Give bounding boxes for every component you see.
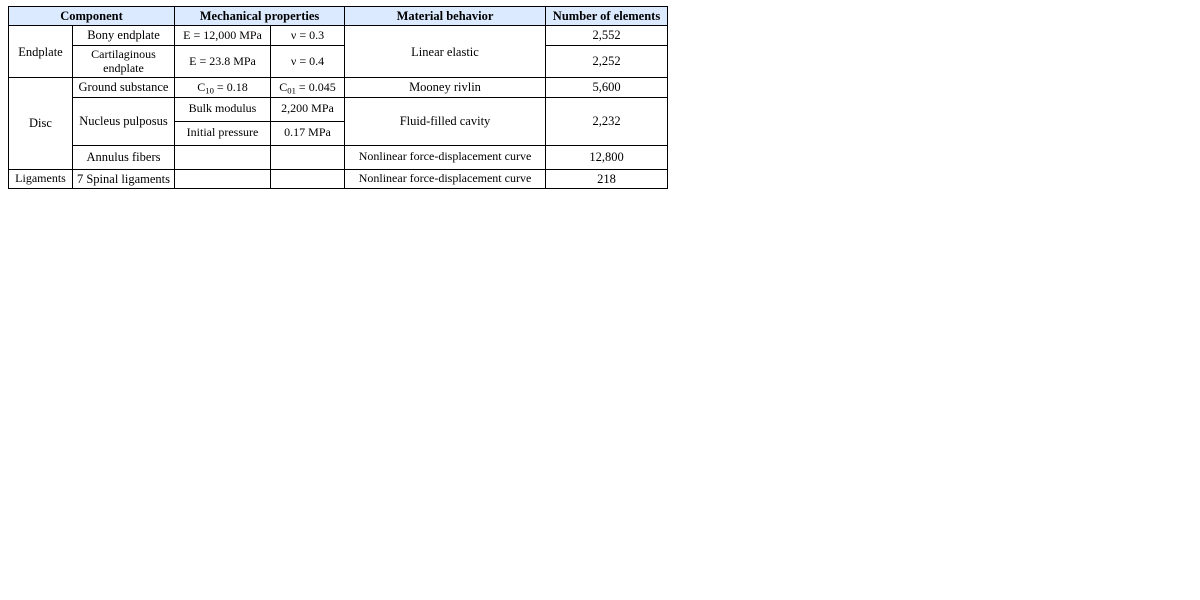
bony-endplate-modulus: E = 12,000 MPa bbox=[175, 26, 271, 45]
table-row bbox=[9, 45, 668, 78]
group-disc: Disc bbox=[9, 78, 73, 169]
behavior-linear-elastic: Linear elastic bbox=[345, 26, 546, 78]
group-endplate: Endplate bbox=[9, 26, 73, 78]
component-cartilaginous-endplate: Cartilaginous endplate bbox=[73, 45, 175, 78]
header-number-of-elements: Number of elements bbox=[546, 7, 668, 26]
table-row bbox=[9, 78, 668, 97]
table-container bbox=[8, 6, 668, 189]
header-mechanical-properties: Mechanical properties bbox=[175, 7, 345, 26]
nucleus-bulk-modulus-label: Bulk modulus bbox=[175, 97, 271, 121]
header-material-behavior: Material behavior bbox=[345, 7, 546, 26]
nucleus-bulk-modulus-value: 2,200 MPa bbox=[271, 97, 345, 121]
ground-substance-c01 bbox=[271, 78, 345, 97]
bony-endplate-poisson: ν = 0.3 bbox=[271, 26, 345, 45]
elements-cartilaginous-endplate: 2,252 bbox=[546, 45, 668, 78]
annulus-fibers-prop-a bbox=[175, 145, 271, 169]
nucleus-initial-pressure-label: Initial pressure bbox=[175, 121, 271, 145]
elements-bony-endplate: 2,552 bbox=[546, 26, 668, 45]
cartilaginous-endplate-modulus: E = 23.8 MPa bbox=[175, 45, 271, 78]
table-header-row bbox=[9, 7, 668, 26]
c10-subscript: 10 bbox=[205, 85, 214, 96]
table-row bbox=[9, 97, 668, 121]
behavior-fluid-filled-cavity: Fluid-filled cavity bbox=[345, 97, 546, 145]
table-header bbox=[9, 7, 668, 26]
ground-substance-c10 bbox=[175, 78, 271, 97]
elements-ligaments: 218 bbox=[546, 169, 668, 188]
header-component: Component bbox=[9, 7, 175, 26]
elements-annulus-fibers: 12,800 bbox=[546, 145, 668, 169]
component-ground-substance: Ground substance bbox=[73, 78, 175, 97]
table-row bbox=[9, 145, 668, 169]
elements-ground-substance: 5,600 bbox=[546, 78, 668, 97]
table-row bbox=[9, 26, 668, 45]
c10-value: = 0.18 bbox=[213, 79, 248, 94]
component-annulus-fibers: Annulus fibers bbox=[73, 145, 175, 169]
c01-prefix: C bbox=[279, 79, 288, 94]
annulus-fibers-prop-b bbox=[271, 145, 345, 169]
component-nucleus-pulposus: Nucleus pulposus bbox=[73, 97, 175, 145]
cartilaginous-endplate-poisson: ν = 0.4 bbox=[271, 45, 345, 78]
c10-prefix: C bbox=[197, 79, 206, 94]
behavior-annulus-fibers: Nonlinear force-displacement curve bbox=[345, 145, 546, 169]
c01-value: = 0.045 bbox=[295, 79, 336, 94]
table-row bbox=[9, 169, 668, 188]
elements-nucleus-pulposus: 2,232 bbox=[546, 97, 668, 145]
behavior-ligaments: Nonlinear force-displacement curve bbox=[345, 169, 546, 188]
ligaments-prop-b bbox=[271, 169, 345, 188]
behavior-mooney-rivlin: Mooney rivlin bbox=[345, 78, 546, 97]
c01-subscript: 01 bbox=[287, 85, 296, 96]
nucleus-initial-pressure-value: 0.17 MPa bbox=[271, 121, 345, 145]
component-bony-endplate: Bony endplate bbox=[73, 26, 175, 45]
ligaments-prop-a bbox=[175, 169, 271, 188]
table-body bbox=[9, 26, 668, 189]
material-properties-table bbox=[8, 6, 668, 189]
component-spinal-ligaments: 7 Spinal ligaments bbox=[73, 169, 175, 188]
group-ligaments: Ligaments bbox=[9, 169, 73, 188]
